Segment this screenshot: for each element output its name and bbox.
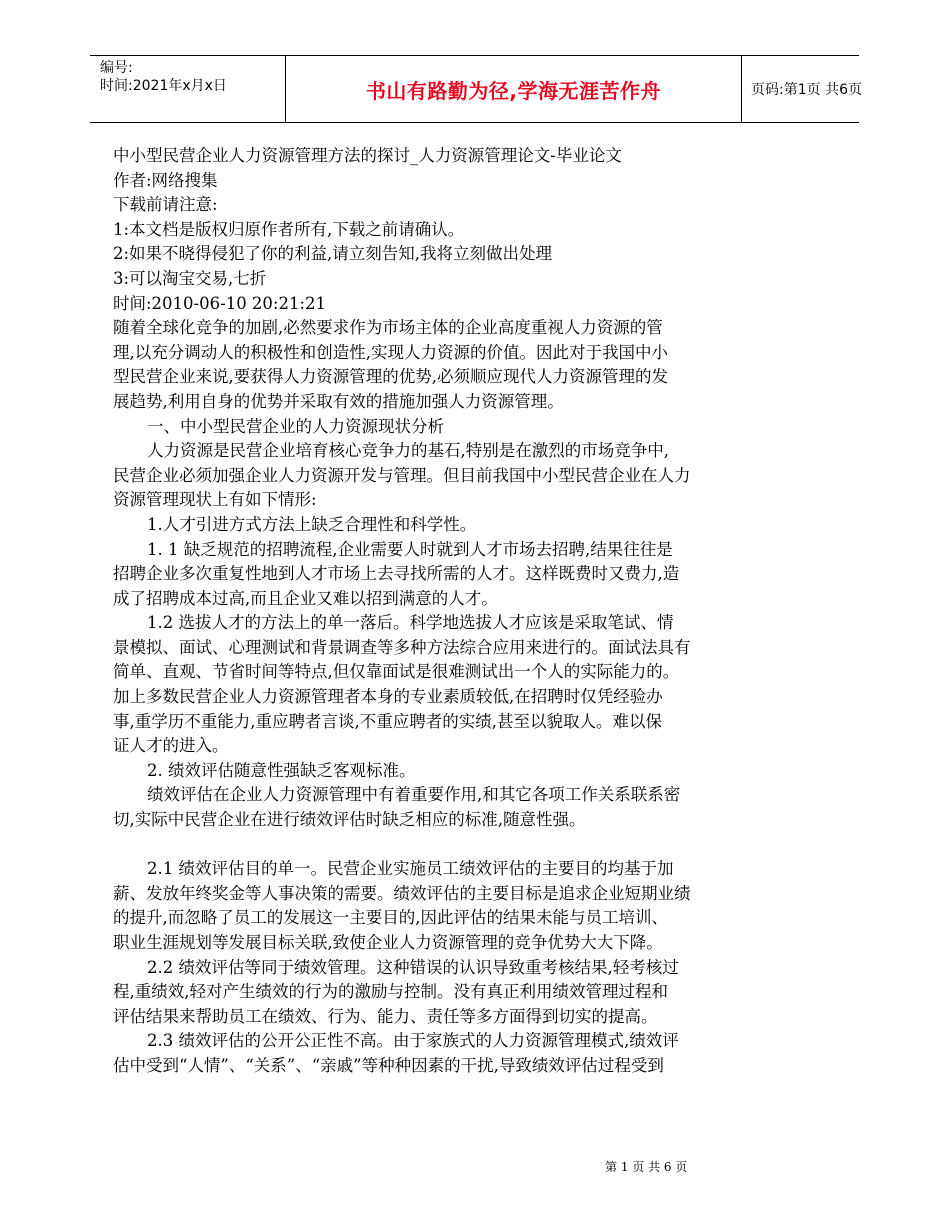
paragraph-line: 的提升,而忽略了员工的发展这一主要目的,因此评估的结果未能与员工培训、 (113, 908, 668, 928)
notice-item: 1:本文档是版权归原作者所有,下载之前请确认。 (113, 219, 465, 239)
paragraph-line: 招聘企业多次重复性地到人才市场上去寻找所需的人才。这样既费时又费力,造 (113, 564, 680, 584)
paragraph-line: 绩效评估在企业人力资源管理中有着重要作用,和其它各项工作关系联系密 (147, 785, 681, 805)
paragraph-line: 民营企业必须加强企业人力资源开发与管理。但目前我国中小型民营企业在人力 (113, 465, 691, 485)
header-motto: 书山有路勤为径,学海无涯苦作舟 (365, 78, 662, 103)
document-number-label: 编号: (100, 60, 133, 76)
subsection-heading: 1.人才引进方式方法上缺乏合理性和科学性。 (147, 514, 477, 534)
paragraph-line: 职业生涯规划等发展目标关联,致使企业人力资源管理的竞争优势大大下降。 (113, 933, 663, 952)
notice-heading: 下载前请注意: (113, 195, 218, 215)
paragraph-line: 事,重学历不重能力,重应聘者言谈,不重应聘者的实绩,甚至以貌取人。难以保 (113, 711, 662, 731)
paragraph-line: 1.2 选拔人才的方法上的单一落后。科学地选拔人才应该是采取笔试、情 (147, 613, 674, 633)
timestamp-line: 时间:2010-06-10 20:21:21 (113, 293, 327, 313)
header-meta-cell (90, 56, 285, 122)
author-line: 作者:网络搜集 (113, 170, 218, 190)
document-title: 中小型民营企业人力资源管理方法的探讨_人力资源管理论文-毕业论文 (113, 146, 622, 165)
notice-item: 3:可以淘宝交易,七折 (113, 268, 267, 288)
paragraph-line: 人力资源是民营企业培育核心竞争力的基石,特别是在激烈的市场竞争中, (147, 441, 669, 461)
subsection-heading: 2. 绩效评估随意性强缺乏客观标准。 (147, 760, 416, 780)
paragraph-line: 2.3 绩效评估的公开公正性不高。由于家族式的人力资源管理模式,绩效评 (147, 1031, 679, 1051)
paragraph-line: 薪、发放年终奖金等人事决策的需要。绩效评估的主要目标是追求企业短期业绩 (113, 883, 691, 903)
paragraph-line: 景模拟、面试、心理测试和背景调查等多种方法综合应用来进行的。面试法具有 (113, 637, 691, 657)
page-header (90, 55, 862, 123)
document-body (113, 144, 773, 1079)
paragraph-line: 型民营企业来说,要获得人力资源管理的优势,必须顺应现代人力资源管理的发 (113, 367, 668, 387)
page-footer: 第 1 页 共 6 页 (605, 1160, 688, 1174)
paragraph-line: 2.1 绩效评估目的单一。民营企业实施员工绩效评估的主要目的均基于加 (147, 859, 674, 879)
paragraph-line: 切,实际中民营企业在进行绩效评估时缺乏相应的标准,随意性强。 (113, 810, 586, 830)
paragraph-line: 简单、直观、节省时间等特点,但仅靠面试是很难测试出一个人的实际能力的。 (113, 662, 680, 682)
paragraph-line: 理,以充分调动人的积极性和创造性,实现人力资源的价值。因此对于我国中小 (113, 342, 668, 362)
paragraph-line: 评估结果来帮助员工在绩效、行为、能力、责任等多方面得到切实的提高。 (113, 1006, 658, 1026)
paragraph-line: 加上多数民营企业人力资源管理者本身的专业素质较低,在招聘时仅凭经验办 (113, 687, 663, 707)
paragraph-line: 程,重绩效,轻对产生绩效的行为的激励与控制。没有真正利用绩效管理过程和 (113, 982, 668, 1002)
header-page-number: 页码:第1页 共6页 (751, 82, 862, 98)
paragraph-line: 证人才的进入。 (113, 736, 229, 756)
paragraph-line: 成了招聘成本过高,而且企业又难以招到满意的人才。 (113, 588, 498, 608)
section-heading: 一、中小型民营企业的人力资源现状分析 (147, 416, 444, 436)
paragraph-line: 随着全球化竞争的加剧,必然要求作为市场主体的企业高度重视人力资源的管 (113, 318, 663, 338)
blank-line (113, 833, 773, 858)
paragraph-line: 估中受到“人情”、“关系”、“亲戚”等种种因素的干扰,导致绩效评估过程受到 (113, 1055, 664, 1075)
paragraph-line: 展趋势,利用自身的优势并采取有效的措施加强人力资源管理。 (113, 391, 564, 411)
paragraph-line: 2.2 绩效评估等同于绩效管理。这种错误的认识导致重考核结果,轻考核过 (147, 957, 679, 977)
document-time-label: 时间:2021年x月x日 (100, 78, 227, 94)
paragraph-line: 资源管理现状上有如下情形: (113, 490, 317, 510)
header-page-cell (741, 56, 869, 122)
paragraph-line: 1. 1 缺乏规范的招聘流程,企业需要人时就到人才市场去招聘,结果往往是 (147, 539, 673, 559)
notice-item: 2:如果不晓得侵犯了你的利益,请立刻告知,我将立刻做出处理 (113, 244, 553, 264)
header-motto-cell (285, 56, 742, 122)
